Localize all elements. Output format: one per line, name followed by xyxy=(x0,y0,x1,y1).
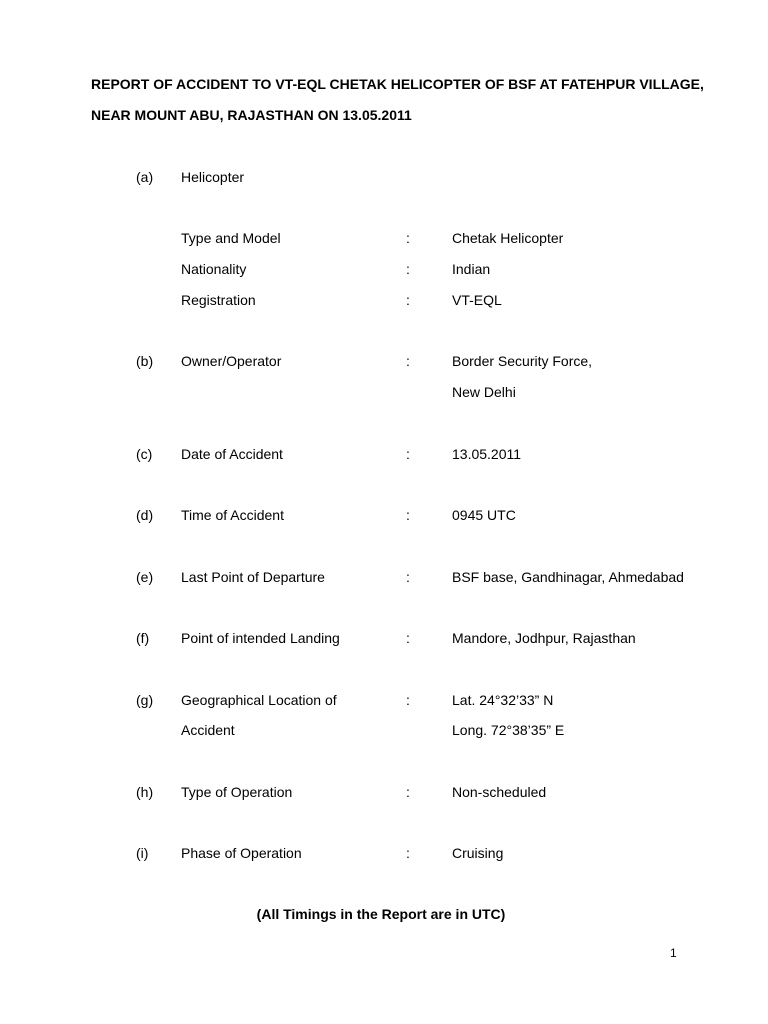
row-value: 13.05.2011 xyxy=(452,446,522,462)
row-label: Helicopter xyxy=(181,169,245,185)
row-value: 0945 UTC xyxy=(452,507,516,523)
row-colon: : xyxy=(406,507,410,523)
row-value: Long. 72°38’35” E xyxy=(452,722,565,738)
row-value: New Delhi xyxy=(452,384,516,400)
row-letter: (h) xyxy=(136,784,154,800)
row-label: Accident xyxy=(181,722,235,738)
row-label: Time of Accident xyxy=(181,507,284,523)
row-label: Type and Model xyxy=(181,230,281,246)
row-value: Lat. 24°32’33” N xyxy=(452,692,554,708)
row-value: Indian xyxy=(452,261,491,277)
row-value: Chetak Helicopter xyxy=(452,230,564,246)
row-colon: : xyxy=(406,692,410,708)
row-letter: (e) xyxy=(136,569,154,585)
report-title-line-2: NEAR MOUNT ABU, RAJASTHAN ON 13.05.2011 xyxy=(91,107,412,123)
row-letter: (c) xyxy=(136,446,153,462)
row-letter: (b) xyxy=(136,353,154,369)
row-colon: : xyxy=(406,353,410,369)
row-value: Border Security Force, xyxy=(452,353,593,369)
row-colon: : xyxy=(406,292,410,308)
row-label: Phase of Operation xyxy=(181,845,302,861)
row-letter: (i) xyxy=(136,845,149,861)
row-label: Point of intended Landing xyxy=(181,630,340,646)
row-value: Cruising xyxy=(452,845,504,861)
row-value: VT-EQL xyxy=(452,292,502,308)
row-label: Nationality xyxy=(181,261,247,277)
row-colon: : xyxy=(406,446,410,462)
row-colon: : xyxy=(406,569,410,585)
row-colon: : xyxy=(406,784,410,800)
row-label: Owner/Operator xyxy=(181,353,282,369)
row-label: Date of Accident xyxy=(181,446,283,462)
row-label: Registration xyxy=(181,292,256,308)
row-label: Geographical Location of xyxy=(181,692,337,708)
row-colon: : xyxy=(406,261,410,277)
report-title-line-1: REPORT OF ACCIDENT TO VT-EQL CHETAK HELICOPTER OF BSF AT FATEHPUR VILLAGE, xyxy=(91,76,704,92)
row-colon: : xyxy=(406,630,410,646)
row-letter: (f) xyxy=(136,630,150,646)
row-value: Mandore, Jodhpur, Rajasthan xyxy=(452,630,636,646)
timings-note xyxy=(0,906,768,922)
row-value: Non-scheduled xyxy=(452,784,547,800)
row-label: Type of Operation xyxy=(181,784,293,800)
row-letter: (d) xyxy=(136,507,154,523)
row-colon: : xyxy=(406,845,410,861)
row-label: Last Point of Departure xyxy=(181,569,325,585)
row-value: BSF base, Gandhinagar, Ahmedabad xyxy=(452,569,684,585)
timings-note-text: (All Timings in the Report are in UTC) xyxy=(256,906,506,922)
row-letter: (g) xyxy=(136,692,154,708)
page-number: 1 xyxy=(670,946,677,960)
row-colon: : xyxy=(406,230,410,246)
row-letter: (a) xyxy=(136,169,154,185)
